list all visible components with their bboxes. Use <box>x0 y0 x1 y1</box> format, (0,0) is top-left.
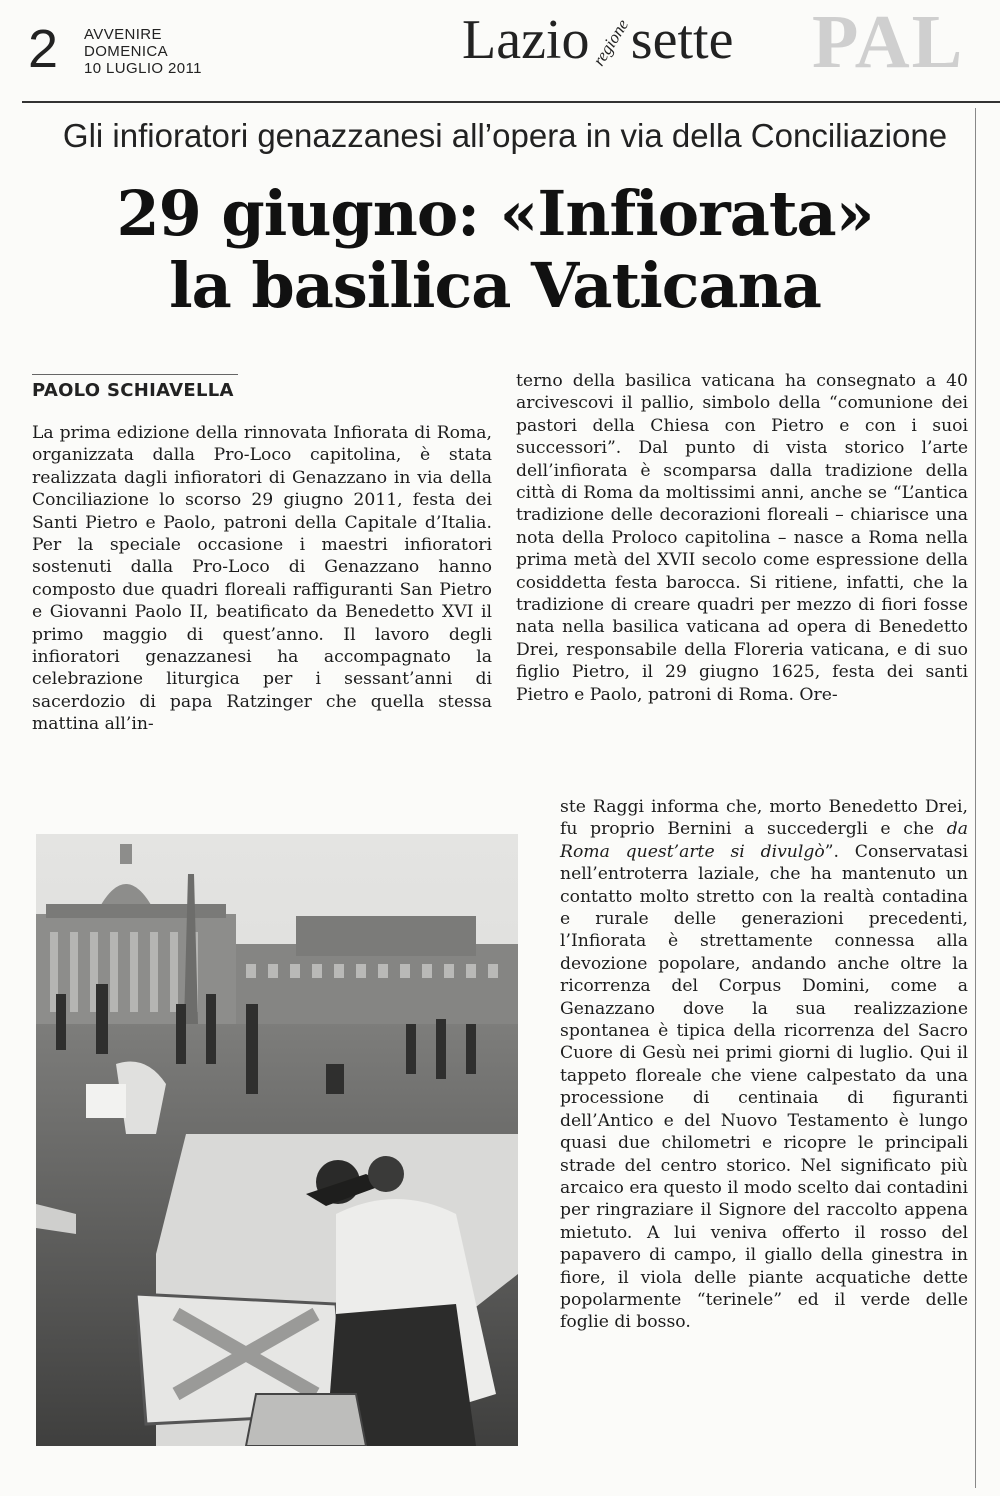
masthead-info <box>84 26 202 77</box>
article-column-left: La prima edizione della rinnovata Infiorata di Roma, organizzata dalla Pro-Loco capitolina, è stata realizzata dagli infioratori di Genazzano in via della Conciliazione lo scorso 29 giugno 2011, festa dei Santi Pietro e Paolo, patroni della Capitale d’Italia. Per la speciale occasione i maestri infioratori sostenuti dalla Pro-Loco di Genazzano hanno composto due quadri floreali raffiguranti San Pietro e Giovanni Paolo II, beatificato da Benedetto XVI il primo maggio di quest’anno. Il lavoro degli infioratori genazzanesi ha accompagnato la celebrazione liturgica per i sessant’anni di sacerdozio di papa Ratzinger che quella stessa mattina all’in- <box>32 423 492 735</box>
brand-left: Lazio <box>462 9 590 71</box>
byline-rule <box>32 374 238 375</box>
text-segment: ”. Conservatasi nell’entroterra laziale, che ha mantenuto un contatto molto stretto con la realtà contadina e rurale delle generazioni precedenti, l’Infiorata è strettamente connessa alla devozione popolare, andando anche oltre la ricorrenza del Corpus Domini, come a Genazzano dove la sua realizzazione spontanea è tipica della ricorrenza del Sacro Cuore di Gesù nei primi giorni di luglio. Qui il tappeto floreale che viene calpestato da una processione di centinaia di figuranti dell’Antico e del Nuovo Testamento è lungo quasi due chilometri e ricopre le principali strade del centro storico. Nel significato più arcaico era questo il modo scelto dai contadini per ringraziare il Signore del raccolto appena mietuto. A lui veniva offerto il rosso del papavero di campo, il giallo della ginestra in fiore, il viola delle piante acquatiche dette popolarmente “terinele” ed il verde delle foglie di bosso. <box>560 841 968 1333</box>
newspaper-name: AVVENIRE <box>84 26 162 43</box>
brand-middle: regione <box>589 15 633 70</box>
masthead-rule <box>22 101 1000 103</box>
article-headline <box>20 178 970 322</box>
section-fragment: PAL <box>812 0 965 84</box>
italic-quote: da Roma quest’arte si divulgò <box>560 819 968 862</box>
photo-illustration <box>36 834 518 1446</box>
article-column-right-top: terno della basilica vaticana ha consegnato a 40 arcivescovi il pallio, simbolo della “comunione dei pastori della Chiesa con Pietro e con i suoi successori”. Dal punto di vista storico l’arte dell’infiorata è scomparsa dalla tradizione della città di Roma da moltissimi anni, anche se “L’antica tradizione delle decorazioni floreali – chiarisce una nota della Proloco capitolina – nasce a Roma nella prima metà del XVII secolo come espressione della cosiddetta festa barocca. Si ritiene, infatti, che la tradizione di creare quadri per mezzo di fiori fosse nata nella basilica vaticana ad opera di Benedetto Drei, responsabile della Floreria vaticana, e di suo figlio Pietro, il 29 giugno 1625, festa dei santi Pietro e Paolo, patroni di Roma. Ore- <box>516 371 968 705</box>
article-photo <box>36 834 518 1446</box>
headline-line-1: 29 giugno: «Infiorata» <box>116 177 874 250</box>
author-byline: PAOLO SCHIAVELLA <box>32 380 234 401</box>
page-number: 2 <box>28 19 59 79</box>
text-segment: ste Raggi informa che, morto Benedetto Drei, fu proprio Bernini a succedergli e che <box>560 797 968 840</box>
column-rule <box>975 108 976 1488</box>
headline-line-2: la basilica Vaticana <box>169 249 821 322</box>
issue-date: 10 LUGLIO 2011 <box>84 60 202 77</box>
article-column-right-bottom <box>560 796 968 1334</box>
supplement-logo <box>462 9 734 71</box>
article-kicker: Gli infioratori genazzanesi all’opera in via della Conciliazione <box>62 117 948 154</box>
issue-day: DOMENICA <box>84 43 169 60</box>
brand-right: sette <box>630 9 734 71</box>
